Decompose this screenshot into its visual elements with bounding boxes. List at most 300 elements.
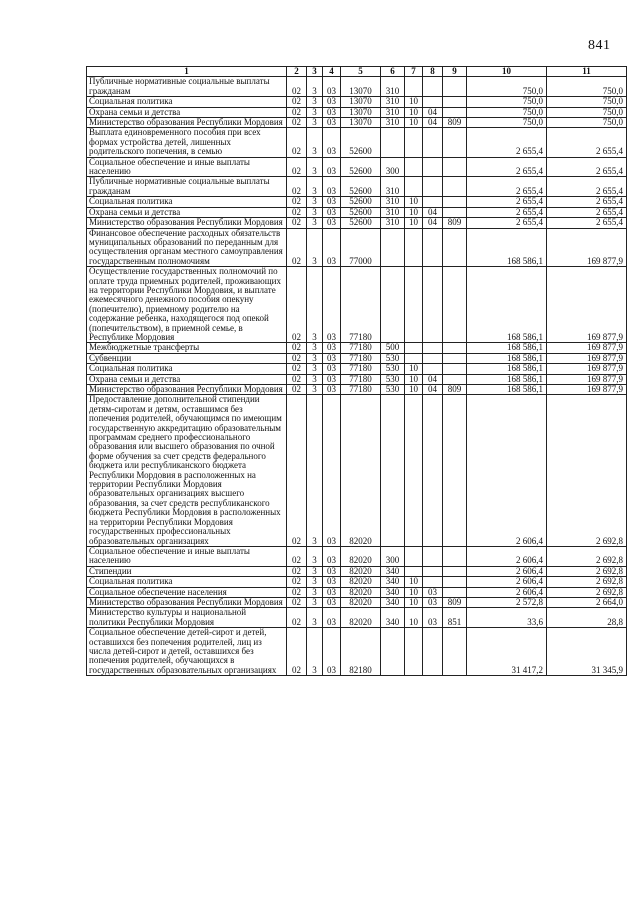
row-description-cell: Осуществление государственных полномочий по оплате труда приемных родителей, проживающих на территории Республики Мордовия, и выплате ежемесячного денежного пособия опекуну (попечителю), приемному родителю на содержание ребенка, находящегося под опекой (попечительством), в приемной семье, в Республике Мордовия [87, 267, 287, 343]
table-cell: 3 [307, 77, 323, 97]
table-cell: 02 [287, 628, 307, 676]
table-cell: 03 [323, 364, 341, 374]
column-header-8: 8 [423, 67, 443, 77]
table-cell: 168 586,1 [467, 364, 547, 374]
table-cell: 3 [307, 107, 323, 117]
table-cell: 03 [323, 343, 341, 353]
table-cell: 2 655,4 [547, 157, 627, 177]
table-cell: 3 [307, 587, 323, 597]
table-cell: 02 [287, 118, 307, 128]
table-cell: 2 692,8 [547, 577, 627, 587]
table-cell: 300 [381, 546, 405, 566]
table-cell: 2 606,4 [467, 395, 547, 547]
table-cell: 530 [381, 374, 405, 384]
row-description-cell: Субвенции [87, 353, 287, 363]
table-cell [405, 353, 423, 363]
table-row [87, 353, 627, 363]
table-cell: 3 [307, 546, 323, 566]
budget-table [86, 66, 627, 676]
table-cell [405, 343, 423, 353]
table-cell: 03 [323, 628, 341, 676]
table-cell: 03 [323, 107, 341, 117]
table-cell [423, 128, 443, 157]
table-cell: 03 [323, 128, 341, 157]
table-cell: 2 655,4 [467, 197, 547, 207]
table-cell: 3 [307, 177, 323, 197]
table-cell: 750,0 [467, 118, 547, 128]
table-body [87, 77, 627, 676]
table-cell: 809 [443, 597, 467, 607]
table-row [87, 97, 627, 107]
table-cell: 168 586,1 [467, 228, 547, 267]
table-cell: 340 [381, 608, 405, 628]
table-cell: 2 664,0 [547, 597, 627, 607]
table-cell [405, 128, 423, 157]
table-cell [423, 97, 443, 107]
row-description-cell: Министерство культуры и национальной политики Республики Мордовия [87, 608, 287, 628]
table-cell: 82020 [341, 395, 381, 547]
table-cell: 02 [287, 364, 307, 374]
table-cell: 3 [307, 395, 323, 547]
table-cell: 169 877,9 [547, 374, 627, 384]
table-cell: 168 586,1 [467, 374, 547, 384]
table-cell [423, 546, 443, 566]
table-row [87, 157, 627, 177]
table-cell [423, 157, 443, 177]
table-cell: 500 [381, 343, 405, 353]
table-cell: 169 877,9 [547, 267, 627, 343]
table-cell: 03 [323, 197, 341, 207]
table-cell: 82020 [341, 587, 381, 597]
row-description-cell: Охрана семьи и детства [87, 374, 287, 384]
table-cell: 3 [307, 353, 323, 363]
table-cell: 310 [381, 77, 405, 97]
table-cell [405, 566, 423, 576]
table-row [87, 597, 627, 607]
table-cell: 10 [405, 107, 423, 117]
table-cell: 33,6 [467, 608, 547, 628]
table-cell [443, 128, 467, 157]
table-cell: 750,0 [547, 118, 627, 128]
table-cell: 10 [405, 364, 423, 374]
table-cell [443, 546, 467, 566]
table-cell: 750,0 [547, 77, 627, 97]
table-cell: 02 [287, 228, 307, 267]
table-cell [443, 343, 467, 353]
table-cell: 02 [287, 385, 307, 395]
table-row [87, 228, 627, 267]
table-cell: 310 [381, 207, 405, 217]
table-cell [423, 77, 443, 97]
table-cell [405, 628, 423, 676]
table-cell: 02 [287, 128, 307, 157]
table-cell: 3 [307, 628, 323, 676]
table-cell: 10 [405, 608, 423, 628]
table-cell: 2 655,4 [547, 218, 627, 228]
table-cell [405, 267, 423, 343]
table-row [87, 267, 627, 343]
table-cell: 04 [423, 218, 443, 228]
table-cell: 3 [307, 118, 323, 128]
table-cell: 03 [323, 577, 341, 587]
table-cell: 310 [381, 218, 405, 228]
table-cell: 750,0 [467, 97, 547, 107]
column-header-5: 5 [341, 67, 381, 77]
table-cell: 02 [287, 107, 307, 117]
table-cell: 3 [307, 207, 323, 217]
table-cell: 03 [323, 207, 341, 217]
table-cell: 04 [423, 385, 443, 395]
row-description-cell: Социальная политика [87, 97, 287, 107]
table-cell [381, 628, 405, 676]
table-cell: 02 [287, 353, 307, 363]
table-cell [381, 395, 405, 547]
table-cell: 10 [405, 385, 423, 395]
table-cell [443, 207, 467, 217]
row-description-cell: Предоставление дополнительной стипендии детям-сиротам и детям, оставшимся без попечения родителей, обучающимся по имеющим государственную аккредитацию образовательным программам среднего профессионального образования или высшего образования по очной форме обучения за счет средств федерального бюджета или республиканского бюджета Республики Мордовия в расположенных на территории Республики Мордовия образовательных организациях высшего образования, за счет средств республиканского бюджета Республики Мордовия в расположенных на территории Республики Мордовия государственных профессиональных образовательных организациях [87, 395, 287, 547]
table-cell [443, 395, 467, 547]
column-header-9: 9 [443, 67, 467, 77]
table-cell: 03 [323, 218, 341, 228]
table-cell: 28,8 [547, 608, 627, 628]
table-cell: 530 [381, 385, 405, 395]
table-cell: 13070 [341, 97, 381, 107]
table-cell [443, 177, 467, 197]
table-cell: 03 [323, 546, 341, 566]
table-cell: 77180 [341, 353, 381, 363]
table-cell [443, 267, 467, 343]
table-cell: 02 [287, 77, 307, 97]
table-cell: 809 [443, 218, 467, 228]
table-cell [443, 587, 467, 597]
table-cell: 02 [287, 197, 307, 207]
table-cell: 82020 [341, 566, 381, 576]
table-cell: 10 [405, 218, 423, 228]
table-cell [423, 343, 443, 353]
table-cell: 340 [381, 587, 405, 597]
table-cell: 10 [405, 577, 423, 587]
table-cell: 04 [423, 118, 443, 128]
table-cell: 10 [405, 587, 423, 597]
table-cell: 3 [307, 597, 323, 607]
table-cell [423, 197, 443, 207]
table-row [87, 207, 627, 217]
table-cell: 02 [287, 587, 307, 597]
table-cell: 10 [405, 118, 423, 128]
table-row [87, 364, 627, 374]
table-cell: 2 692,8 [547, 395, 627, 547]
column-header-6: 6 [381, 67, 405, 77]
row-description-cell: Министерство образования Республики Мордовия [87, 218, 287, 228]
table-cell: 3 [307, 128, 323, 157]
row-description-cell: Финансовое обеспечение расходных обязательств муниципальных образований по переданным для осуществления органам местного самоуправления государственным полномочиям [87, 228, 287, 267]
table-cell: 310 [381, 107, 405, 117]
table-cell: 340 [381, 566, 405, 576]
table-cell: 03 [423, 608, 443, 628]
row-description-cell: Охрана семьи и детства [87, 207, 287, 217]
table-cell: 2 655,4 [467, 157, 547, 177]
table-cell: 03 [323, 157, 341, 177]
column-header-11: 11 [547, 67, 627, 77]
table-cell: 300 [381, 157, 405, 177]
table-cell [423, 364, 443, 374]
table-cell: 04 [423, 107, 443, 117]
row-description-cell: Социальная политика [87, 364, 287, 374]
row-description-cell: Социальная политика [87, 197, 287, 207]
table-cell: 809 [443, 385, 467, 395]
row-description-cell: Министерство образования Республики Мордовия [87, 597, 287, 607]
table-cell: 2 655,4 [467, 207, 547, 217]
table-cell: 03 [323, 385, 341, 395]
table-cell: 2 655,4 [547, 197, 627, 207]
table-cell [443, 566, 467, 576]
table-cell: 169 877,9 [547, 343, 627, 353]
table-cell [443, 77, 467, 97]
table-cell [443, 97, 467, 107]
table-cell: 03 [423, 597, 443, 607]
table-cell: 02 [287, 577, 307, 587]
table-cell: 02 [287, 97, 307, 107]
table-cell: 04 [423, 374, 443, 384]
table-cell [423, 267, 443, 343]
table-row [87, 77, 627, 97]
table-cell: 03 [323, 374, 341, 384]
table-cell: 02 [287, 267, 307, 343]
table-cell: 2 655,4 [467, 177, 547, 197]
table-row [87, 385, 627, 395]
page-number: 841 [588, 38, 611, 53]
column-header-10: 10 [467, 67, 547, 77]
table-cell: 82020 [341, 608, 381, 628]
table-cell: 31 345,9 [547, 628, 627, 676]
table-cell [405, 77, 423, 97]
table-cell: 31 417,2 [467, 628, 547, 676]
table-cell: 03 [323, 177, 341, 197]
table-cell [405, 157, 423, 177]
table-cell: 77180 [341, 364, 381, 374]
table-cell: 3 [307, 97, 323, 107]
table-cell: 02 [287, 597, 307, 607]
table-cell: 13070 [341, 77, 381, 97]
table-cell: 2 606,4 [467, 546, 547, 566]
column-header-3: 3 [307, 67, 323, 77]
table-cell: 2 655,4 [547, 128, 627, 157]
table-cell: 340 [381, 577, 405, 587]
table-cell: 02 [287, 395, 307, 547]
table-cell: 3 [307, 566, 323, 576]
table-cell: 02 [287, 218, 307, 228]
table-cell: 02 [287, 546, 307, 566]
table-cell [381, 228, 405, 267]
table-row [87, 608, 627, 628]
table-cell: 52600 [341, 177, 381, 197]
table-cell: 851 [443, 608, 467, 628]
table-cell: 03 [323, 587, 341, 597]
table-cell: 169 877,9 [547, 385, 627, 395]
table-cell: 03 [323, 77, 341, 97]
column-header-7: 7 [405, 67, 423, 77]
table-cell: 03 [323, 395, 341, 547]
table-cell: 52600 [341, 157, 381, 177]
table-cell: 310 [381, 177, 405, 197]
table-cell: 52600 [341, 207, 381, 217]
table-cell [423, 353, 443, 363]
table-cell: 10 [405, 197, 423, 207]
table-cell: 03 [323, 608, 341, 628]
row-description-cell: Министерство образования Республики Мордовия [87, 385, 287, 395]
table-cell: 3 [307, 157, 323, 177]
table-row [87, 177, 627, 197]
table-cell: 530 [381, 364, 405, 374]
table-cell [443, 197, 467, 207]
table-cell: 77180 [341, 374, 381, 384]
table-row [87, 628, 627, 676]
table-cell: 52600 [341, 218, 381, 228]
row-description-cell: Социальное обеспечение детей-сирот и детей, оставшихся без попечения родителей, лиц из числа детей-сирот и детей, оставшихся без попечения родителей, обучающихся в государственных образовательных организациях [87, 628, 287, 676]
table-cell [443, 353, 467, 363]
table-cell: 168 586,1 [467, 267, 547, 343]
table-cell: 77180 [341, 267, 381, 343]
table-cell: 340 [381, 597, 405, 607]
table-cell: 10 [405, 207, 423, 217]
row-description-cell: Социальное обеспечение населения [87, 587, 287, 597]
table-cell [443, 157, 467, 177]
table-cell [443, 374, 467, 384]
table-cell: 04 [423, 207, 443, 217]
table-cell: 310 [381, 118, 405, 128]
table-row [87, 587, 627, 597]
table-cell: 2 606,4 [467, 566, 547, 576]
table-cell: 168 586,1 [467, 353, 547, 363]
table-cell: 3 [307, 385, 323, 395]
table-cell: 82020 [341, 577, 381, 587]
table-cell: 2 655,4 [467, 218, 547, 228]
table-cell [423, 395, 443, 547]
table-cell: 750,0 [547, 107, 627, 117]
table-cell: 750,0 [467, 77, 547, 97]
table-cell: 2 606,4 [467, 587, 547, 597]
table-cell: 10 [405, 374, 423, 384]
table-cell: 77180 [341, 385, 381, 395]
column-header-4: 4 [323, 67, 341, 77]
table-row [87, 128, 627, 157]
table-cell: 530 [381, 353, 405, 363]
table-row [87, 577, 627, 587]
row-description-cell: Выплата единовременного пособия при всех формах устройства детей, лишенных родительского попечения, в семью [87, 128, 287, 157]
table-cell [443, 228, 467, 267]
table-cell: 3 [307, 228, 323, 267]
table-cell: 168 586,1 [467, 385, 547, 395]
table-cell: 02 [287, 566, 307, 576]
table-cell: 82020 [341, 597, 381, 607]
table-header-row [87, 67, 627, 77]
table-cell: 03 [323, 267, 341, 343]
table-cell: 02 [287, 343, 307, 353]
row-description-cell: Социальное обеспечение и иные выплаты населению [87, 157, 287, 177]
table-cell: 2 606,4 [467, 577, 547, 587]
table-cell [443, 364, 467, 374]
row-description-cell: Социальное обеспечение и иные выплаты населению [87, 546, 287, 566]
table-cell: 02 [287, 207, 307, 217]
table-cell: 03 [323, 228, 341, 267]
table-cell: 03 [323, 566, 341, 576]
table-cell: 310 [381, 97, 405, 107]
table-cell: 13070 [341, 118, 381, 128]
table-cell: 03 [323, 118, 341, 128]
table-cell: 52600 [341, 128, 381, 157]
table-cell: 2 692,8 [547, 587, 627, 597]
table-cell: 750,0 [467, 107, 547, 117]
table-cell: 82180 [341, 628, 381, 676]
row-description-cell: Стипендии [87, 566, 287, 576]
table-cell: 10 [405, 97, 423, 107]
table-cell: 82020 [341, 546, 381, 566]
table-cell [423, 566, 443, 576]
table-cell: 13070 [341, 107, 381, 117]
table-row [87, 374, 627, 384]
row-description-cell: Министерство образования Республики Мордовия [87, 118, 287, 128]
table-row [87, 197, 627, 207]
table-cell: 77000 [341, 228, 381, 267]
table-cell: 750,0 [547, 97, 627, 107]
table-row [87, 566, 627, 576]
table-cell: 02 [287, 608, 307, 628]
table-cell: 3 [307, 267, 323, 343]
table-cell: 3 [307, 577, 323, 587]
table-cell: 168 586,1 [467, 343, 547, 353]
table-cell: 2 655,4 [467, 128, 547, 157]
table-cell: 2 692,8 [547, 546, 627, 566]
row-description-cell: Публичные нормативные социальные выплаты гражданам [87, 77, 287, 97]
row-description-cell: Межбюджетные трансферты [87, 343, 287, 353]
table-cell [405, 177, 423, 197]
table-cell: 3 [307, 364, 323, 374]
table-cell: 02 [287, 177, 307, 197]
table-cell: 03 [323, 97, 341, 107]
table-cell: 809 [443, 118, 467, 128]
table-cell: 3 [307, 343, 323, 353]
table-cell: 77180 [341, 343, 381, 353]
table-cell: 169 877,9 [547, 228, 627, 267]
table-row [87, 546, 627, 566]
table-cell [381, 267, 405, 343]
table-row [87, 218, 627, 228]
table-cell: 02 [287, 157, 307, 177]
table-cell: 2 655,4 [547, 177, 627, 197]
table-cell [405, 546, 423, 566]
table-cell: 2 572,8 [467, 597, 547, 607]
table-cell [443, 628, 467, 676]
table-cell [405, 395, 423, 547]
column-header-2: 2 [287, 67, 307, 77]
table-cell [423, 577, 443, 587]
table-cell: 03 [423, 587, 443, 597]
table-cell [381, 128, 405, 157]
table-cell: 3 [307, 197, 323, 207]
table-cell: 10 [405, 597, 423, 607]
table-cell: 03 [323, 597, 341, 607]
row-description-cell: Публичные нормативные социальные выплаты гражданам [87, 177, 287, 197]
table-cell: 3 [307, 374, 323, 384]
table-cell [443, 107, 467, 117]
table-cell [423, 628, 443, 676]
table-cell: 03 [323, 353, 341, 363]
table-row [87, 118, 627, 128]
row-description-cell: Охрана семьи и детства [87, 107, 287, 117]
table-row [87, 107, 627, 117]
table-cell [405, 228, 423, 267]
table-cell: 2 655,4 [547, 207, 627, 217]
